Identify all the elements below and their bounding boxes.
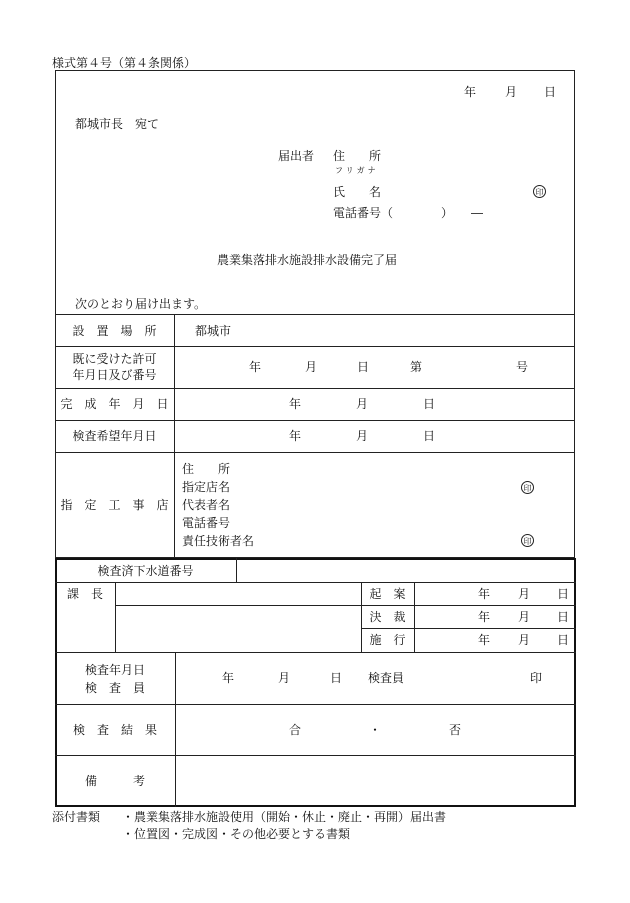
- attachment-2: ・位置図・完成図・その他必要とする書類: [122, 827, 351, 841]
- decision-year: 年: [478, 610, 491, 624]
- sewer-number-label: 検査済下水道番号: [97, 564, 194, 578]
- enforce-day: 日: [557, 633, 570, 647]
- divider: [55, 346, 575, 347]
- inspection-year: 年: [222, 671, 235, 685]
- result-pass: 合: [289, 723, 302, 737]
- addressee: 都城市長 宛て: [75, 117, 160, 131]
- draft-day: 日: [557, 587, 570, 601]
- enforce-month: 月: [518, 633, 531, 647]
- completion-day: 日: [423, 397, 436, 411]
- divider: [55, 388, 575, 389]
- section-chief-label: 課 長: [67, 587, 104, 601]
- inspection-request-month: 月: [356, 429, 369, 443]
- remarks-label: 備 考: [84, 774, 145, 788]
- contractor-engineer-label: 責任技術者名: [182, 534, 255, 548]
- result-fail: 否: [449, 723, 462, 737]
- divider: [115, 605, 576, 606]
- contractor-store-label: 指定店名: [182, 480, 231, 494]
- attachments-label: 添付書類: [52, 810, 101, 824]
- permit-number-suffix: 号: [516, 360, 529, 374]
- divider: [175, 652, 176, 807]
- draft-month: 月: [518, 587, 531, 601]
- divider: [55, 314, 575, 315]
- form-number: 様式第４号（第４条関係）: [52, 56, 197, 70]
- draft-label: 起 案: [369, 587, 406, 601]
- inspection-request-day: 日: [423, 429, 436, 443]
- divider: [174, 314, 175, 558]
- applicant-name-label: 氏 名: [333, 185, 382, 199]
- result-separator: ・: [369, 723, 382, 737]
- applicant-label: 届出者: [278, 149, 315, 163]
- divider: [236, 558, 237, 582]
- location-label: 設 置 場 所: [72, 324, 157, 338]
- inspector-label: 検 査 員: [84, 681, 145, 695]
- divider: [55, 582, 576, 583]
- enforce-year: 年: [478, 633, 491, 647]
- divider: [55, 452, 575, 453]
- document-title: 農業集落排水施設排水設備完了届: [217, 253, 398, 267]
- permit-label-1: 既に受けた許可: [72, 352, 157, 366]
- permit-month: 月: [305, 360, 318, 374]
- enforce-label: 施 行: [369, 633, 406, 647]
- completion-year: 年: [289, 397, 302, 411]
- permit-number-prefix: 第: [410, 360, 423, 374]
- engineer-seal-icon: 印: [521, 534, 534, 547]
- divider: [55, 755, 576, 756]
- location-value: 都城市: [195, 324, 232, 338]
- permit-label-2: 年月日及び番号: [72, 368, 157, 382]
- inspection-date-label: 検査年月日: [84, 663, 145, 677]
- date-day: 日: [544, 85, 557, 99]
- contractor-phone-label: 電話番号: [182, 516, 231, 530]
- decision-month: 月: [518, 610, 531, 624]
- applicant-furigana-label: フリガナ: [335, 166, 379, 175]
- draft-year: 年: [478, 587, 491, 601]
- inspection-request-label: 検査希望年月日: [72, 429, 157, 443]
- divider: [115, 582, 116, 652]
- permit-year: 年: [249, 360, 262, 374]
- applicant-phone-label: 電話番号（ ） ―: [333, 206, 484, 220]
- intro-text: 次のとおり届け出ます。: [75, 297, 207, 311]
- contractor-label: 指 定 工 事 店: [60, 498, 169, 512]
- decision-day: 日: [557, 610, 570, 624]
- permit-day: 日: [357, 360, 370, 374]
- divider: [55, 652, 576, 653]
- inspector-seal-mark: 印: [530, 671, 543, 685]
- inspection-day: 日: [330, 671, 343, 685]
- divider: [55, 704, 576, 705]
- applicant-address-label: 住 所: [333, 149, 382, 163]
- divider: [55, 420, 575, 421]
- inspection-request-year: 年: [289, 429, 302, 443]
- inspection-month: 月: [278, 671, 291, 685]
- contractor-seal-icon: 印: [521, 481, 534, 494]
- contractor-rep-label: 代表者名: [182, 498, 231, 512]
- completion-month: 月: [356, 397, 369, 411]
- contractor-address-label: 住 所: [182, 462, 231, 476]
- decision-label: 決 裁: [369, 610, 406, 624]
- divider: [414, 582, 415, 652]
- applicant-seal-icon: 印: [533, 185, 546, 198]
- attachment-1: ・農業集落排水施設使用（開始・休止・廃止・再開）届出書: [122, 810, 447, 824]
- date-year: 年: [464, 85, 477, 99]
- date-month: 月: [505, 85, 518, 99]
- divider: [361, 628, 576, 629]
- completion-label: 完 成 年 月 日: [60, 397, 169, 411]
- inspector-name-label: 検査員: [368, 671, 405, 685]
- result-label: 検 査 結 果: [72, 723, 157, 737]
